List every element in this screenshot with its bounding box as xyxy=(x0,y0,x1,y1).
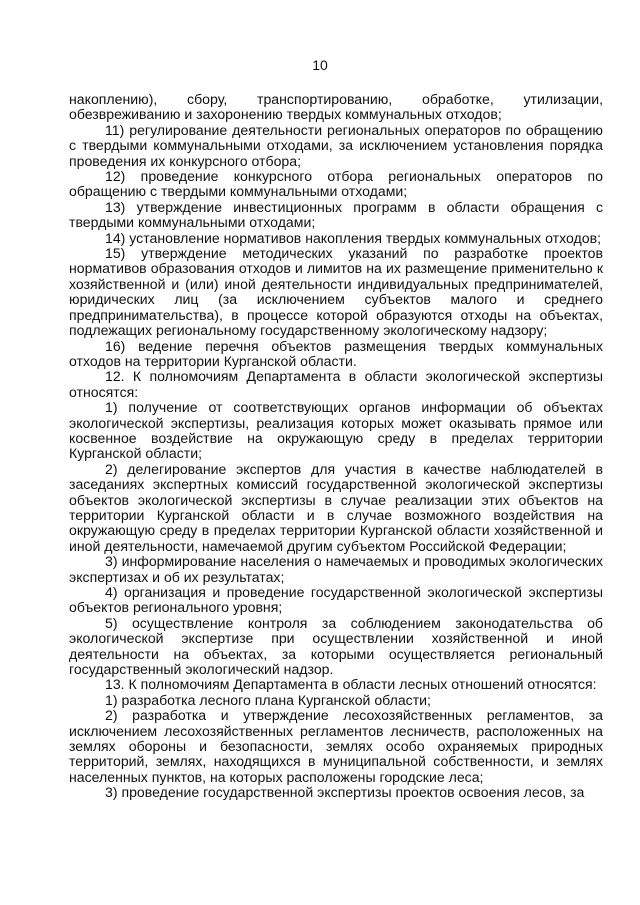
section-heading-12: 12. К полномочиям Департамента в области экологической экспертизы относятся: xyxy=(69,368,603,400)
paragraph: 14) установление нормативов накопления твердых коммунальных отходов; xyxy=(105,229,601,246)
paragraph: 3) проведение государственной экспертизы проектов освоения лесов, за xyxy=(105,784,585,801)
paragraph: 4) организация и проведение государственной экологической экспертизы объектов регионального уровня; xyxy=(69,584,603,616)
section-heading-13: 13. К полномочиям Департамента в области лесных отношений относятся: xyxy=(105,676,597,693)
paragraph: 11) регулирование деятельности региональных операторов по обращению с твердыми коммунальными отходами, за исключением установления порядка проведения их конкурсного отбора; xyxy=(69,121,603,169)
page-number: 10 xyxy=(312,57,328,73)
paragraph: 2) делегирование экспертов для участия в качестве наблюдателей в заседаниях экспертных комиссий государственной экологической экспертизы объектов экологической экспертизы в случае реализации этих объектов на территории Курганской области и в случае возможного воздействия на окружающую среду в пределах территории Курганской области хозяйственной и иной деятельности, намечаемой другим субъектом Российской Федерации; xyxy=(69,460,603,554)
paragraph: 12) проведение конкурсного отбора региональных операторов по обращению с твердыми коммунальными отходами; xyxy=(69,168,603,200)
paragraph: 1) разработка лесного плана Курганской области; xyxy=(105,691,431,708)
paragraph: 3) информирование населения о намечаемых и проводимых экологических экспертизах и об их результатах; xyxy=(69,553,603,585)
paragraph: накоплению), сбору, транспортированию, обработке, утилизации, обезвреживанию и захоронению твердых коммунальных отходов; xyxy=(69,91,603,123)
paragraph: 13) утверждение инвестиционных программ в области обращения с твердыми коммунальными отходами; xyxy=(69,198,603,231)
document-body xyxy=(69,92,603,801)
paragraph: 2) разработка и утверждение лесохозяйственных регламентов, за исключением лесохозяйственных регламентов лесничеств, расположенных на землях обороны и безопасности, землях особо охраняемых природных территорий, землях, находящихся в муниципальной собственности, и землях населенных пунктов, на которых расположены городские леса; xyxy=(69,707,603,785)
paragraph: 5) осуществление контроля за соблюдением законодательства об экологической экспертизе при осуществлении хозяйственной и иной деятельности на объектах, за которыми осуществляется региональный государственный экологический надзор. xyxy=(69,614,603,678)
paragraph: 16) ведение перечня объектов размещения твердых коммунальных отходов на территории Курганской области. xyxy=(69,337,603,369)
paragraph: 1) получение от соответствующих органов информации об объектах экологической экспертизы, реализация которых может оказывать прямое или косвенное воздействие на окружающую среду в пределах территории Курганской области; xyxy=(69,399,603,462)
paragraph: 15) утверждение методических указаний по разработке проектов нормативов образования отходов и лимитов на их размещение применительно к хозяйственной и (или) иной деятельности индивидуальных предпринимателей, юридических лиц (за исключением субъектов малого и среднего предпринимательства), в процессе которой образуются отходы на объектах, подлежащих региональному государственному экологическому надзору; xyxy=(69,245,603,339)
